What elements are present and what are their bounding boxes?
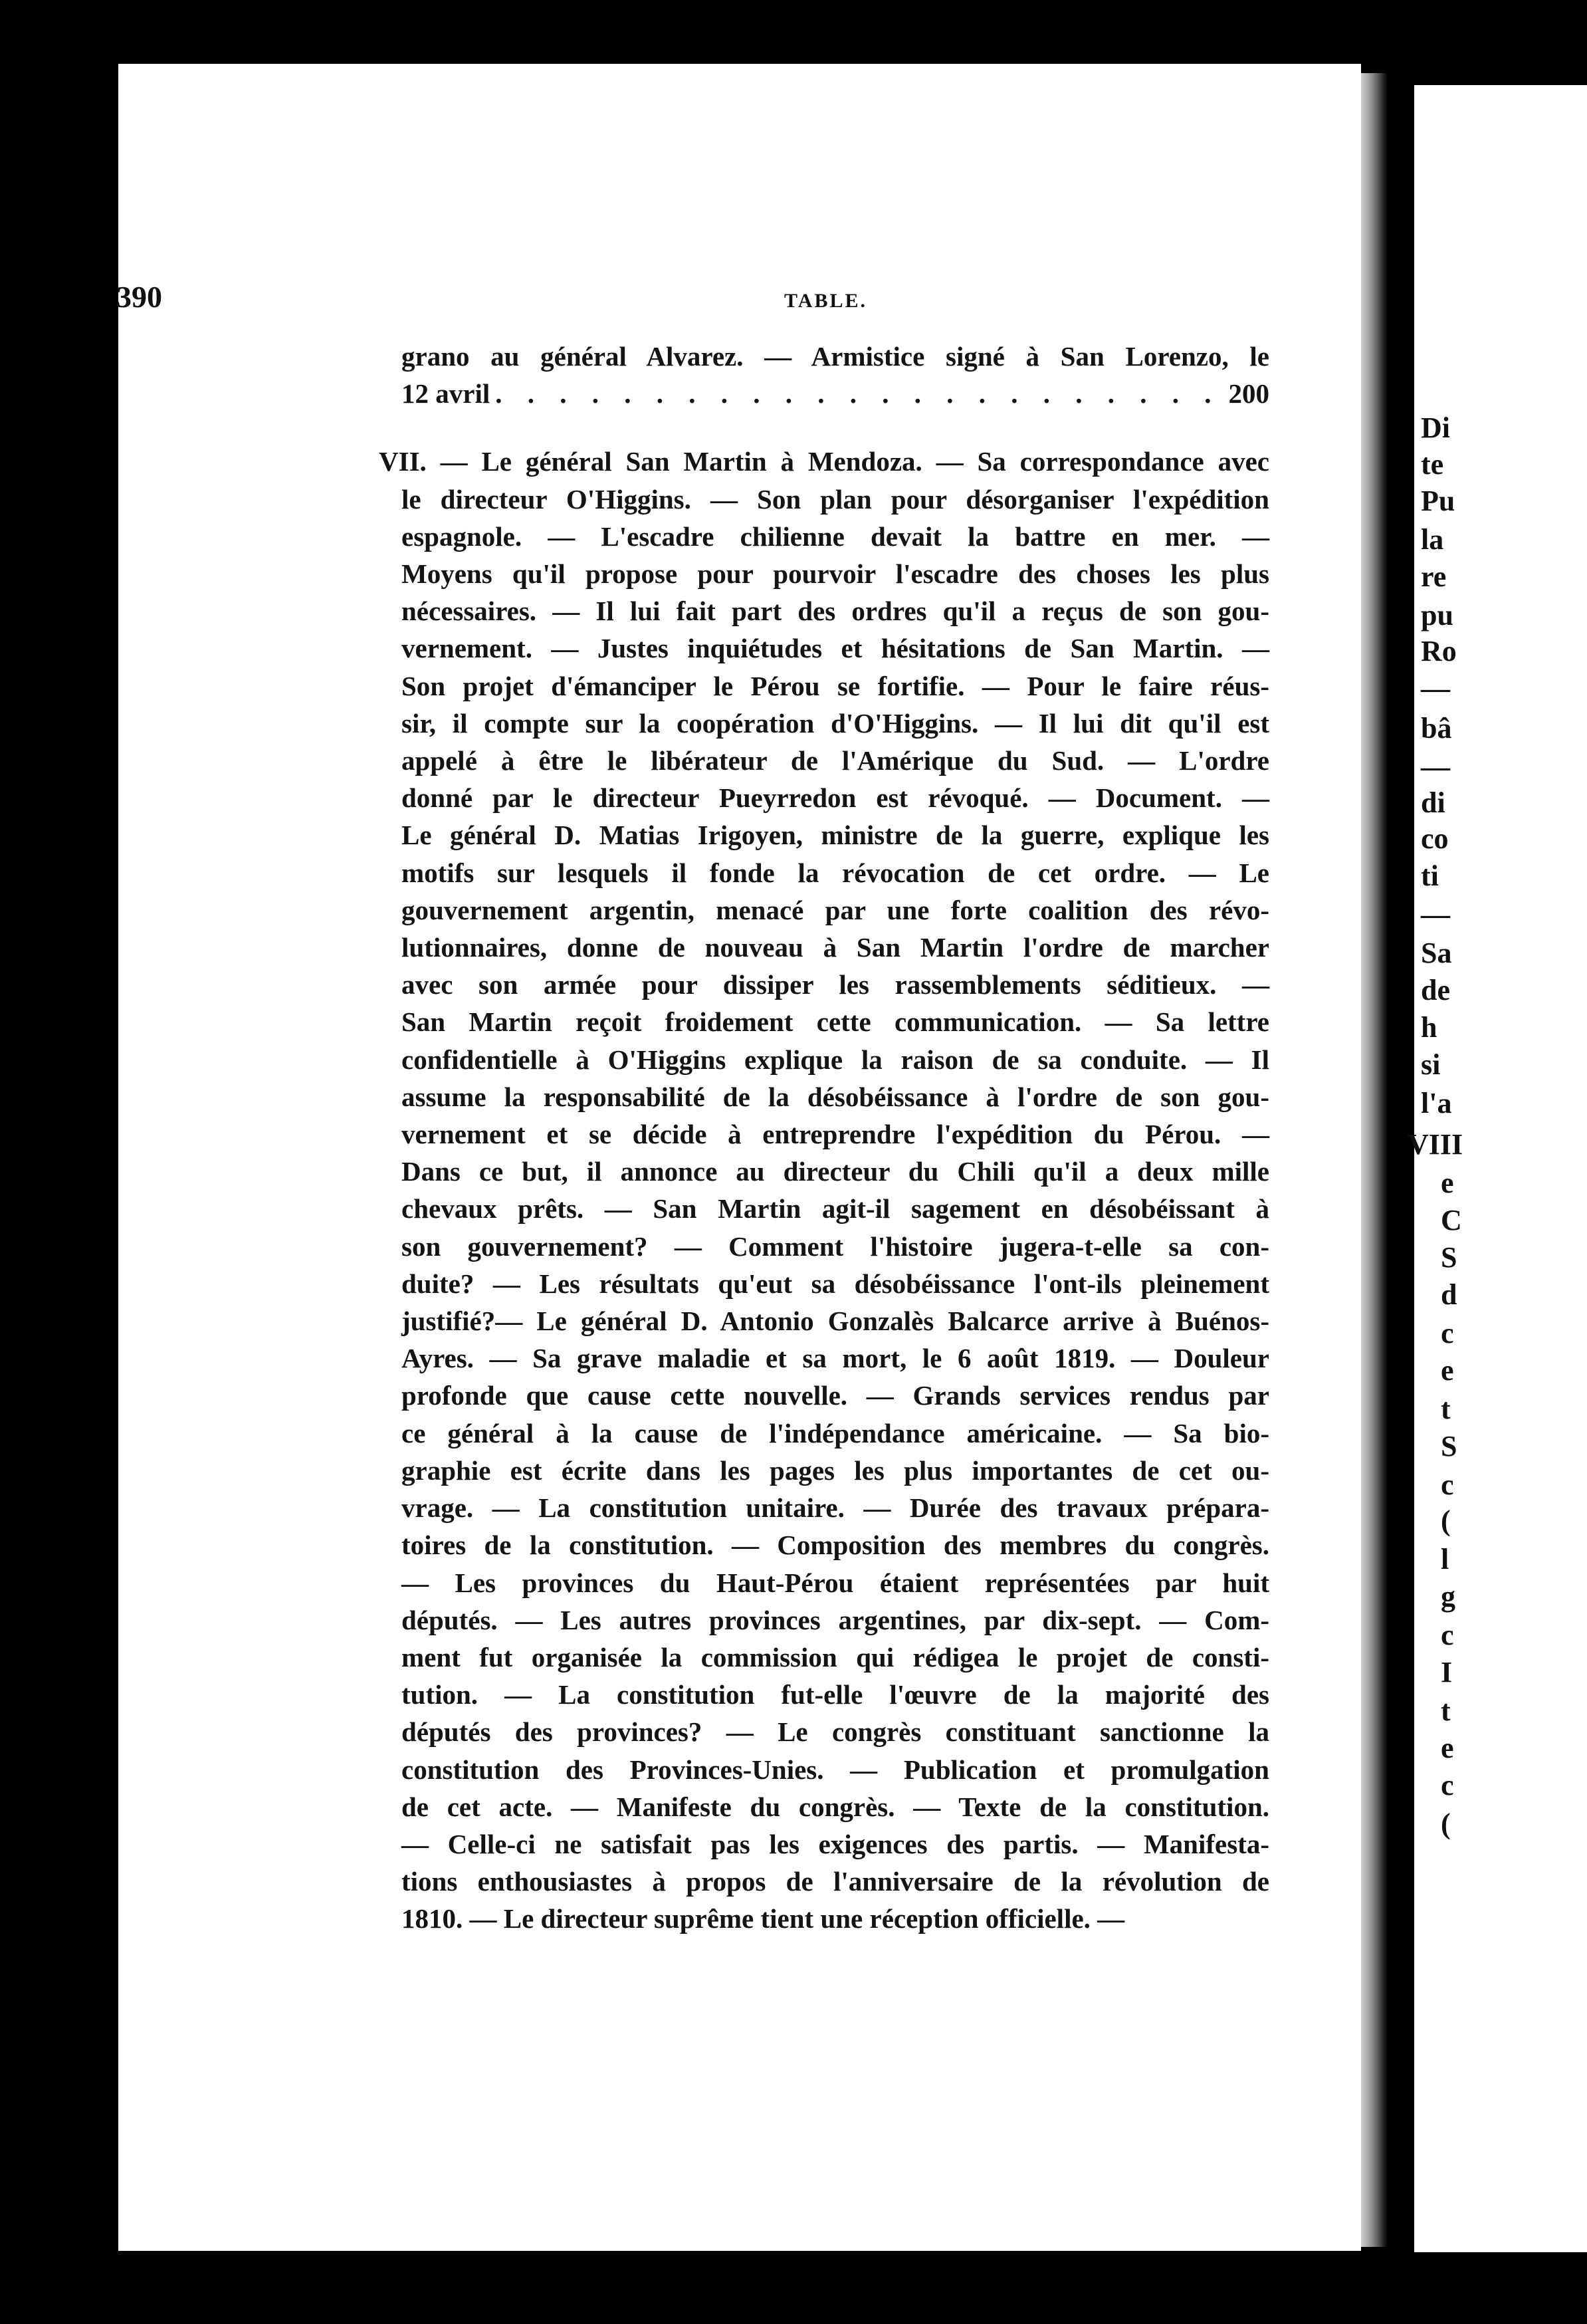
toc-line: Le général D. Matias Irigoyen, ministre de la guerre, explique les <box>401 820 1269 851</box>
toc-line: motifs sur lesquels il fonde la révocation de cet ordre. — Le <box>401 857 1269 888</box>
adjacent-page-fragment: c <box>1441 1769 1454 1801</box>
adjacent-page-fragment: ti <box>1421 860 1439 892</box>
toc-line: de cet acte. — Manifeste du congrès. — Texte de la constitution. <box>401 1791 1269 1822</box>
toc-line: San Martin reçoit froidement cette communication. — Sa lettre <box>401 1006 1269 1038</box>
toc-line: confidentielle à O'Higgins explique la raison de sa conduite. — Il <box>401 1044 1269 1075</box>
toc-leader-dots: . . . . . . . . . . . . . . . . . . . . . . . <box>495 378 1221 409</box>
toc-line: constitution des Provinces-Unies. — Publication et promulgation <box>401 1754 1269 1785</box>
adjacent-page-fragment: Ro <box>1421 635 1457 667</box>
toc-line: — Celle-ci ne satisfait pas les exigences des partis. — Manifesta- <box>401 1828 1269 1859</box>
toc-line: Ayres. — Sa grave maladie et sa mort, le 6 août 1819. — Douleur <box>401 1343 1269 1374</box>
adjacent-page-fragment: c <box>1441 1317 1454 1349</box>
table-of-contents-body <box>379 338 1269 1938</box>
adjacent-page-text-fragments <box>1408 85 1574 2252</box>
toc-line: ce général à la cause de l'indépendance américaine. — Sa bio- <box>401 1417 1269 1449</box>
toc-line: tution. — La constitution fut-elle l'œuvre de la majorité des <box>401 1679 1269 1710</box>
adjacent-page-fragment: bâ <box>1421 712 1452 745</box>
toc-line: chevaux prêts. — San Martin agit-il sagement en désobéissant à <box>401 1193 1269 1224</box>
adjacent-page-fragment: la <box>1421 523 1444 556</box>
toc-line: vrage. — La constitution unitaire. — Durée des travaux prépara- <box>401 1492 1269 1524</box>
adjacent-page-fragment: e <box>1441 1167 1454 1199</box>
toc-line: sir, il compte sur la coopération d'O'Higgins. — Il lui dit qu'il est <box>401 707 1269 739</box>
adjacent-page-fragment: — <box>1421 898 1450 931</box>
adjacent-page-fragment: e <box>1441 1732 1454 1764</box>
toc-line: avec son armée pour dissiper les rassemblements séditieux. — <box>401 969 1269 1000</box>
adjacent-page-fragment: t <box>1441 1694 1451 1727</box>
adjacent-page-fragment: Di <box>1421 411 1450 444</box>
adjacent-page-fragment: I <box>1441 1656 1453 1688</box>
adjacent-page-fragment: te <box>1421 448 1444 481</box>
adjacent-page-fragment: pu <box>1421 599 1453 632</box>
adjacent-page-fragment: S <box>1441 1241 1457 1274</box>
adjacent-page-fragment: re <box>1421 560 1447 593</box>
chapter-vii-entry <box>379 443 1269 1937</box>
adjacent-page-fragment: VIII <box>1408 1128 1463 1161</box>
adjacent-page-fragment: g <box>1441 1580 1455 1613</box>
toc-line: duite? — Les résultats qu'eut sa désobéissance l'ont-ils pleinement <box>401 1268 1269 1299</box>
toc-line: nécessaires. — Il lui fait part des ordres qu'il a reçus de son gou- <box>401 596 1269 627</box>
toc-line: députés. — Les autres provinces argentines, par dix-sept. — Com- <box>401 1604 1269 1635</box>
adjacent-page-fragment: si <box>1421 1048 1441 1081</box>
adjacent-page-fragment: ( <box>1441 1504 1451 1537</box>
adjacent-page-fragment: — <box>1421 672 1450 705</box>
adjacent-page-fragment: ( <box>1441 1807 1451 1840</box>
adjacent-page-fragment: Pu <box>1421 485 1455 517</box>
toc-line: lutionnaires, donne de nouveau à San Martin l'ordre de marcher <box>401 932 1269 963</box>
page-gutter-shadow <box>1361 73 1388 2247</box>
toc-line: ment fut organisée la commission qui rédigea le projet de consti- <box>401 1641 1269 1673</box>
toc-leader-line <box>401 375 1269 412</box>
entry-spacer <box>401 412 1269 443</box>
adjacent-page-fragment: c <box>1441 1619 1454 1651</box>
toc-line: graphie est écrite dans les pages les plus importantes de cet ou- <box>401 1454 1269 1486</box>
toc-line: appelé à être le libérateur de l'Amérique du Sud. — L'ordre <box>401 745 1269 776</box>
toc-line: tions enthousiastes à propos de l'anniversaire de la révolution de <box>401 1866 1269 1897</box>
toc-page-reference: 200 <box>1228 378 1269 409</box>
toc-line: espagnole. — L'escadre chilienne devait la battre en mer. — <box>401 521 1269 552</box>
toc-line: vernement. — Justes inquiétudes et hésitations de San Martin. — <box>401 633 1269 664</box>
adjacent-page-fragment: — <box>1421 751 1450 783</box>
toc-line: vernement et se décide à entreprendre l'expédition du Pérou. — <box>401 1119 1269 1150</box>
toc-line: 1810. — Le directeur suprême tient une réception officielle. — <box>401 1903 1125 1934</box>
running-title: TABLE. <box>784 290 867 312</box>
adjacent-page-fragment: de <box>1421 974 1450 1006</box>
page-number: 390 <box>116 280 162 314</box>
adjacent-page-fragment: C <box>1441 1204 1462 1236</box>
toc-line: Dans ce but, il annonce au directeur du Chili qu'il a deux mille <box>401 1156 1269 1187</box>
toc-line: VII. — Le général San Martin à Mendoza. — Sa correspondance avec <box>379 446 1269 477</box>
toc-line: profonde que cause cette nouvelle. — Grands services rendus par <box>401 1380 1269 1411</box>
adjacent-page-fragment: c <box>1441 1468 1454 1501</box>
toc-line: grano au général Alvarez. — Armistice signé à San Lorenzo, le <box>401 341 1269 372</box>
adjacent-page-fragment: co <box>1421 822 1449 855</box>
toc-line: — Les provinces du Haut-Pérou étaient représentées par huit <box>401 1567 1269 1598</box>
adjacent-page-fragment: l <box>1441 1543 1449 1575</box>
adjacent-page-fragment: h <box>1421 1011 1437 1044</box>
toc-line: donné par le directeur Pueyrredon est révoqué. — Document. — <box>401 782 1269 814</box>
adjacent-page-edge <box>1408 85 1587 2252</box>
toc-line: toires de la constitution. — Composition des membres du congrès. <box>401 1530 1269 1561</box>
adjacent-page-fragment: e <box>1441 1354 1454 1387</box>
adjacent-page-fragment: Sa <box>1421 937 1452 969</box>
toc-line: Son projet d'émanciper le Pérou se fortifie. — Pour le faire réus- <box>401 670 1269 701</box>
toc-line: le directeur O'Higgins. — Son plan pour désorganiser l'expédition <box>401 483 1269 515</box>
toc-line: assume la responsabilité de la désobéissance à l'ordre de son gou- <box>401 1081 1269 1112</box>
toc-leader-text: 12 avril <box>401 378 490 409</box>
adjacent-page-fragment: di <box>1421 786 1445 819</box>
toc-line: gouvernement argentin, menacé par une forte coalition des révo- <box>401 894 1269 925</box>
toc-line: députés des provinces? — Le congrès constituant sanctionne la <box>401 1716 1269 1748</box>
adjacent-page-fragment: l'a <box>1421 1087 1452 1119</box>
toc-line: justifié?— Le général D. Antonio Gonzalès Balcarce arrive à Buénos- <box>401 1306 1269 1337</box>
toc-line: son gouvernement? — Comment l'histoire jugera-t-elle sa con- <box>401 1230 1269 1262</box>
adjacent-page-fragment: d <box>1441 1278 1457 1311</box>
adjacent-page-fragment: t <box>1441 1393 1451 1425</box>
toc-line: Moyens qu'il propose pour pourvoir l'escadre des choses les plus <box>401 558 1269 590</box>
adjacent-page-fragment: S <box>1441 1430 1457 1462</box>
